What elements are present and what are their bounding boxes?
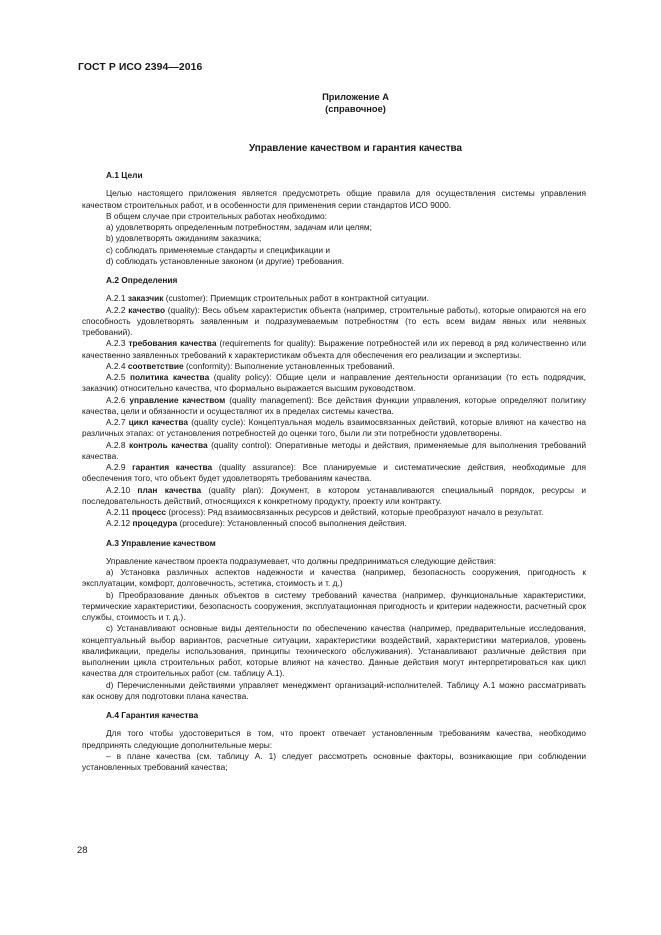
definition: А.2.9 гарантия качества (quality assurance): Все планируемые и систематические действия, необходимые для обеспечения того, что объект будет удовлетворять требованиям качества. — [82, 462, 586, 484]
list-item: a) удовлетворять определенным потребностям, задачам или целям; — [106, 222, 372, 232]
term: процесс — [131, 507, 167, 517]
paragraph: b) Преобразование данных объектов в систему требований качества (например, функциональные характеристики, термические характеристики, безопасность сооружения, эксплуатационная пригодность и критерии надежности, расчетный срок службы, стоимость и т. д.). — [82, 589, 586, 622]
paragraph: – в плане качества (см. таблицу А. 1) следует рассмотреть основные факторы, возникающие при соблюдении установленных требований качества; — [82, 750, 586, 772]
appendix-label — [0, 92, 661, 115]
definition: А.2.12 процедура (procedure): Установленный способ выполнения действия. — [106, 518, 407, 529]
term: гарантия качества — [132, 462, 213, 472]
term: цикл качества — [128, 417, 189, 427]
section-title: Управление качеством и гарантия качества — [249, 143, 462, 154]
term: контроль качества — [129, 439, 208, 450]
definition: А.2.2 качество (quality): Весь объем характеристик объекта (например, строительные работы), которые опираются на его способность удовлетворять заявленным и подразумеваемым потребностям (то есть всем видам явных или неявных требований). — [82, 304, 586, 337]
term: план качества — [137, 484, 202, 495]
term: управление качеством — [129, 394, 226, 405]
page-number: 28 — [77, 845, 88, 856]
definition: А.2.10 план качества (quality plan): Документ, в котором устанавливаются специальный порядок, ресурсы и последовательность действий, относящихся к конкретному продукту, проекту или контракту. — [82, 484, 586, 506]
appendix-line2: (справочное) — [325, 103, 386, 114]
standard-header: ГОСТ Р ИСО 2394—2016 — [78, 62, 203, 73]
term: требования качества — [128, 338, 217, 349]
document-body — [82, 170, 586, 773]
list-item: b) удовлетворять ожиданиям заказчика; — [106, 233, 262, 244]
definition: А.2.4 соответствие (conformity): Выполнение установленных требований. — [106, 360, 395, 371]
paragraph: d) Перечисленными действиями управляет менеджмент организаций-исполнителей. Таблицу А.1 можно рассматривать как основу для подготовки плана качества. — [82, 679, 586, 701]
definition: А.2.7 цикл качества (quality cycle): Концептуальная модель взаимосвязанных действий, которые влияют на качество на различных этапах: от установления потребностей до оценки того, были ли эти потребности удовлетворены. — [82, 417, 586, 439]
heading-a3: А.3 Управление качеством — [106, 537, 216, 548]
heading-a2: А.2 Определения — [106, 275, 178, 285]
paragraph: Целью настоящего приложения является предусмотреть общие правила для осуществления системы управления качеством строительных работ, и в особенности для применения серии стандартов ИСО 9000. — [82, 188, 586, 210]
definition: А.2.6 управление качеством (quality management): Все действия функции управления, которые определяют политику качества, цели и обязанности и осуществляют их в пределах системы качества. — [82, 394, 586, 416]
definition: А.2.5 политика качества (quality policy): Общие цели и направление деятельности организации (то есть подрядчик, заказчик) относительно качества, что формально выражается высшим руководством. — [82, 372, 586, 394]
term: соответствие — [127, 360, 184, 371]
definition: А.2.3 требования качества (requirements for quality): Выражение потребностей или их перевод в ряд количественно или качественно заявленных требований к характеристикам объекта для обеспечения его реализации и экспертизы. — [82, 338, 586, 360]
list-item: c) соблюдать применяемые стандарты и спецификации и — [106, 244, 331, 255]
definition: А.2.11 процесс (process): Ряд взаимосвязанных ресурсов и действий, которые преобразуют начало в результат. — [106, 507, 544, 517]
term: процедура — [132, 518, 178, 529]
list-item: d) соблюдать установленные законом (и другие) требования. — [106, 255, 345, 266]
term: качество — [128, 304, 166, 315]
definition: А.2.1 заказчик (customer): Приемщик строительных работ в контрактной ситуации. — [106, 293, 429, 304]
term: заказчик — [127, 293, 164, 304]
heading-a4: А.4 Гарантия качества — [106, 710, 199, 720]
heading-a1: А.1 Цели — [106, 170, 143, 180]
paragraph: c) Устанавливают основные виды деятельности по обеспечению качества (например, предварительные исследования, концептуальный выбор вариантов, расчетные ситуации, характеристики воздействий, характеристики материалов, уровень квалификации, пределы использования, принципы технического обслуживания). Устанавливают различные действия при выполнении цикла строительных работ, которые влияют на качество. Данные действия могут интерпретироваться как цикл качества для строительных работ (см. таблицу А.1). — [82, 623, 586, 679]
term: политика качества — [129, 372, 210, 382]
appendix-line1: Приложение А — [322, 92, 389, 102]
paragraph: Для того чтобы удостовериться в том, что проект отвечает установленным требованиям качества, необходимо предпринять следующие дополнительные меры: — [82, 728, 586, 750]
paragraph: В общем случае при строительных работах необходимо: — [106, 210, 327, 221]
paragraph: Управление качеством проекта подразумевает, что должны предприниматься следующие действия: — [106, 555, 497, 566]
definition: А.2.8 контроль качества (quality control): Оперативные методы и действия, применяемые для выполнения требований качества. — [82, 439, 586, 461]
paragraph: a) Установка различных аспектов надежности и качества (например, безопасность сооружения, пригодность к эксплуатации, комфорт, долговечность, эстетика, стоимость и т. д.) — [82, 567, 586, 589]
